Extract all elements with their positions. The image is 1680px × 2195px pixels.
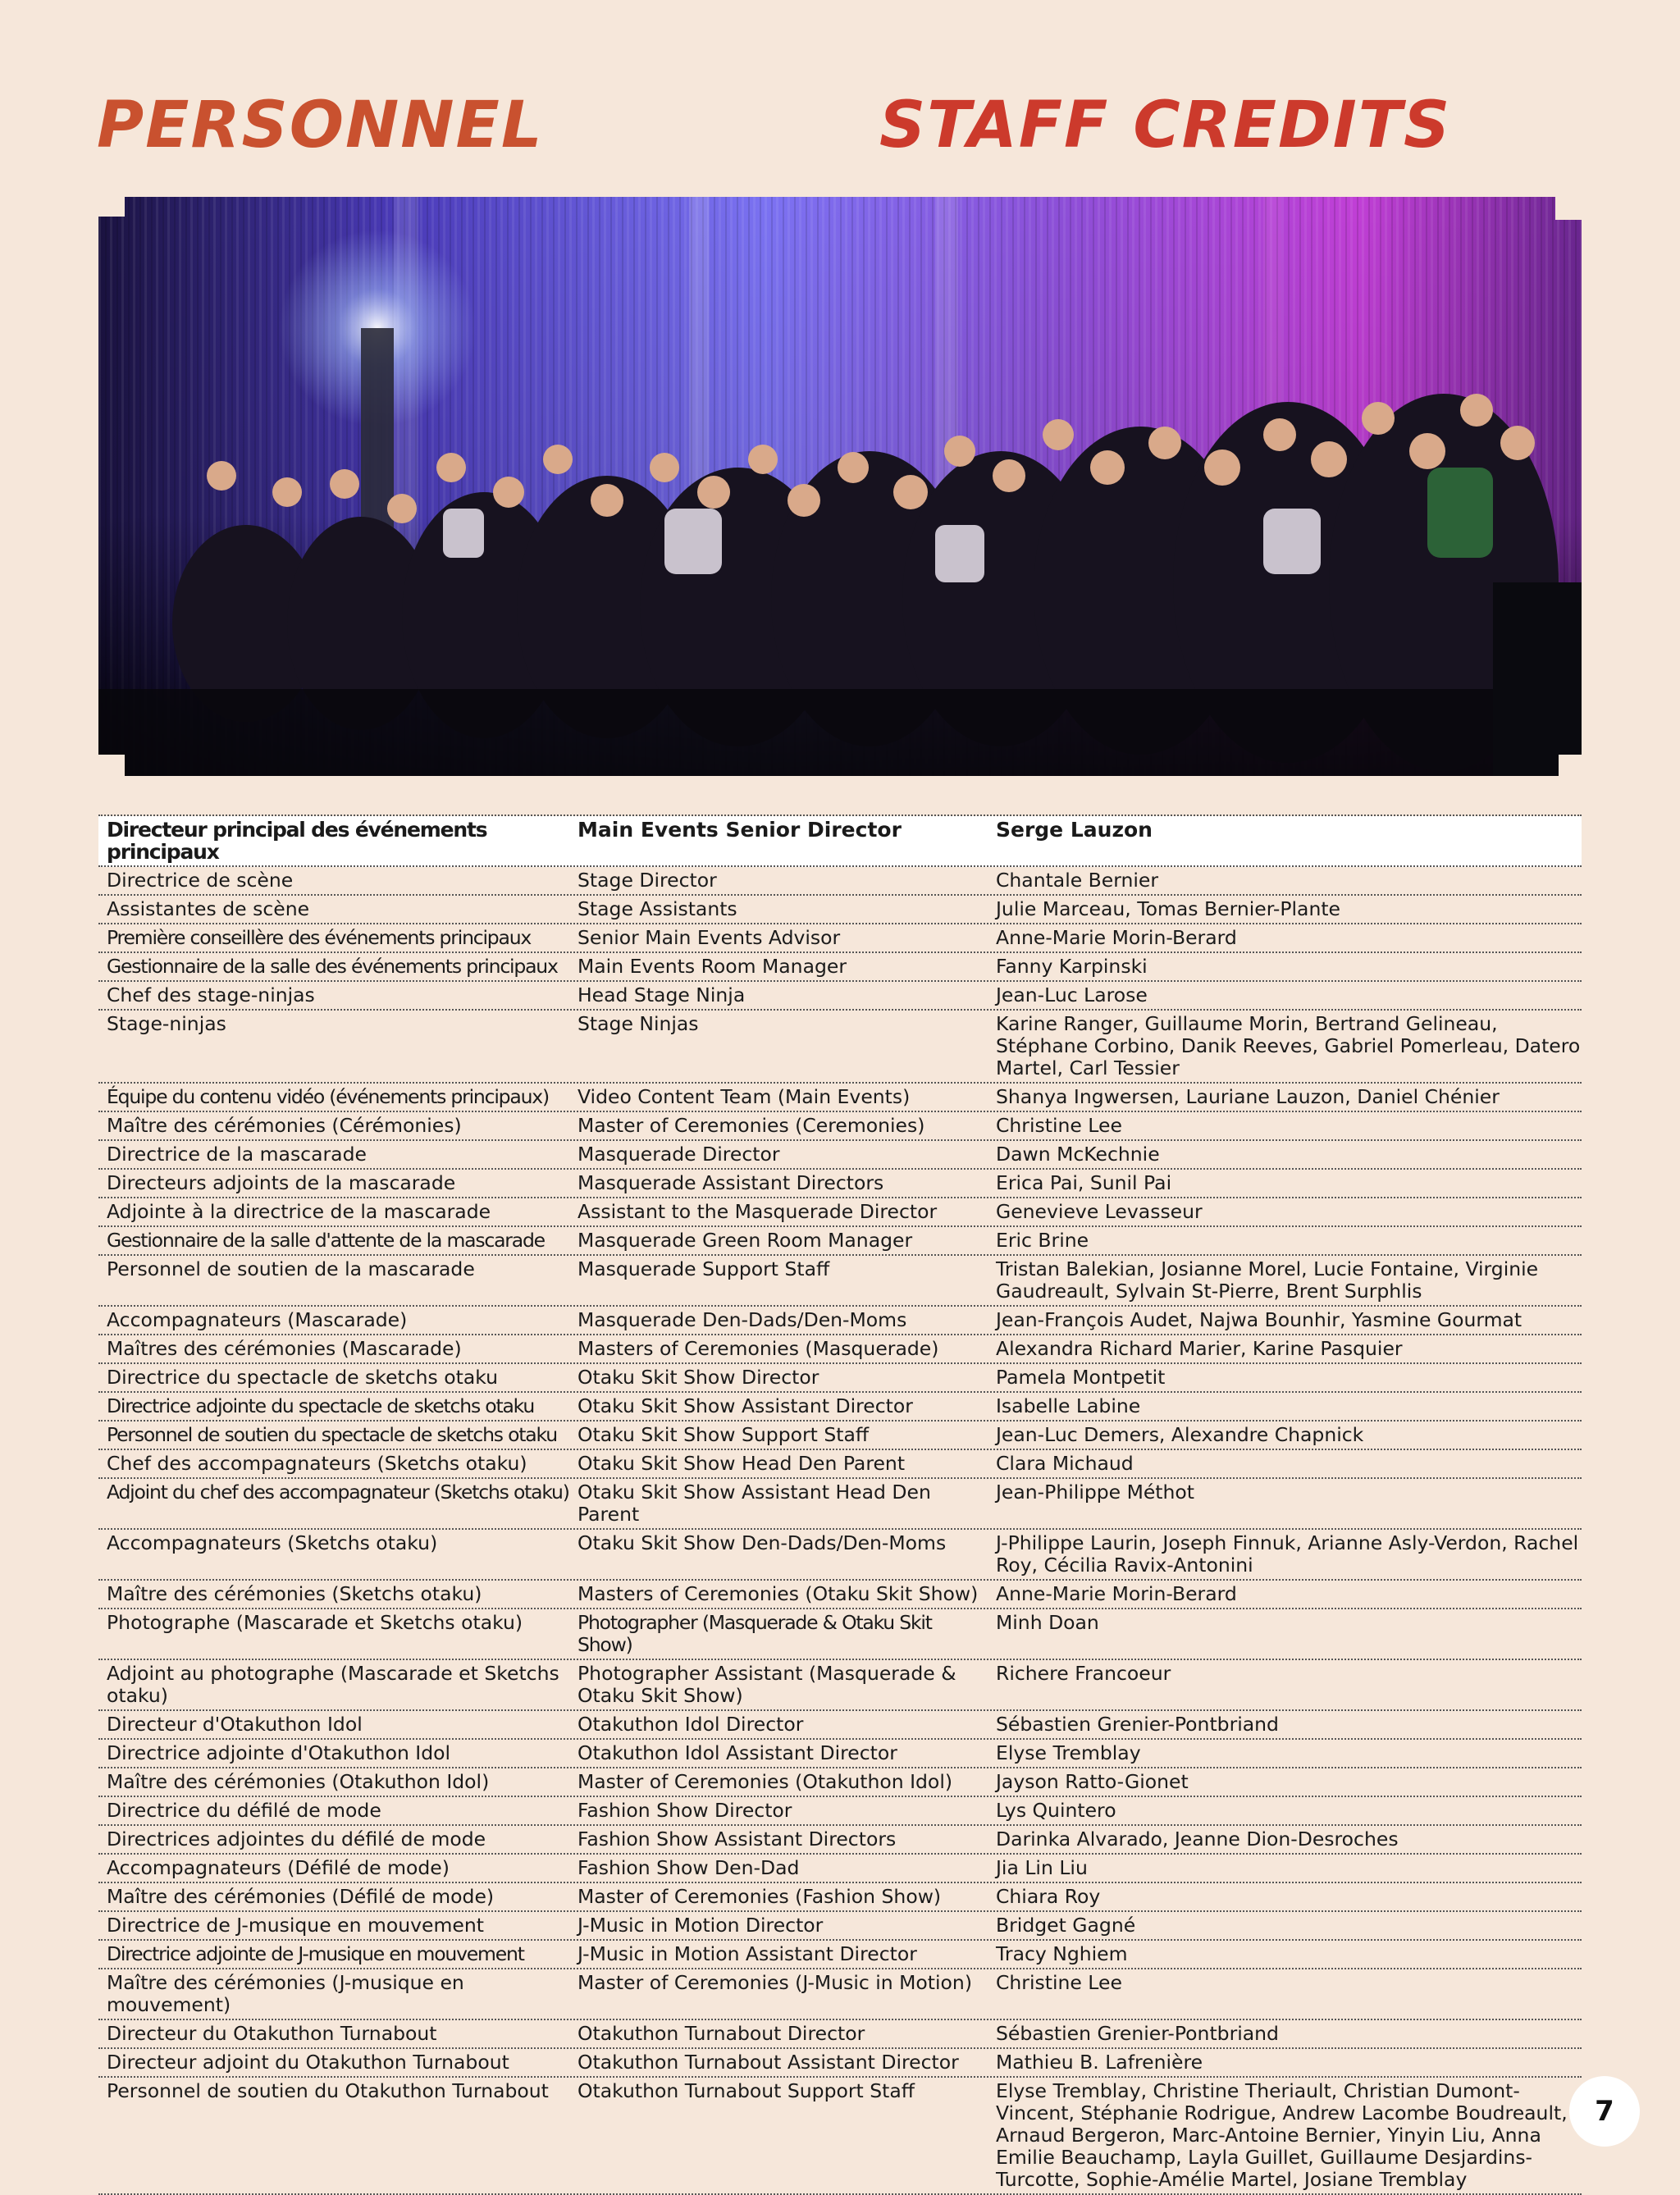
role-english: Otaku Skit Show Support Staff	[578, 1423, 870, 1446]
role-french: Maître des cérémonies (Otakuthon Idol)	[107, 1770, 490, 1793]
role-french: Maîtres des cérémonies (Mascarade)	[107, 1337, 462, 1360]
staff-names: Sébastien Grenier-Pontbriand	[996, 2022, 1279, 2045]
staff-names: Clara Michaud	[996, 1452, 1134, 1475]
page-heading-english: STAFF CREDITS	[879, 89, 1452, 162]
staff-names: Mathieu B. Lafrenière	[996, 2051, 1203, 2074]
staff-names: Bridget Gagné	[996, 1914, 1136, 1937]
role-english: Otaku Skit Show Director	[578, 1366, 819, 1389]
staff-names: Pamela Montpetit	[996, 1366, 1166, 1389]
role-english: Stage Director	[578, 869, 717, 892]
role-french: Première conseillère des événements principaux	[107, 926, 532, 949]
role-french: Maître des cérémonies (Sketchs otaku)	[107, 1582, 482, 1605]
credits-row	[98, 1581, 1582, 1609]
staff-names: Lys Quintero	[996, 1799, 1116, 1822]
staff-names: Dawn McKechnie	[996, 1143, 1160, 1166]
credits-row	[98, 982, 1582, 1011]
role-french: Assistantes de scène	[107, 897, 310, 920]
credits-row	[98, 1479, 1582, 1530]
credits-row	[98, 1797, 1582, 1826]
role-english: Master of Ceremonies (J-Music in Motion)	[578, 1971, 972, 1994]
staff-names: Tristan Balekian, Josianne Morel, Lucie Fontaine, Virginie Gaudreault, Sylvain St-Pierre, Brent Surphlis	[996, 1257, 1539, 1303]
role-french: Gestionnaire de la salle des événements principaux	[107, 955, 558, 978]
role-french: Accompagnateurs (Défilé de mode)	[107, 1856, 450, 1879]
role-french: Gestionnaire de la salle d'attente de la mascarade	[107, 1229, 545, 1252]
credits-row	[98, 1912, 1582, 1941]
credits-table	[98, 815, 1582, 2195]
role-english: Otakuthon Turnabout Support Staff	[578, 2079, 915, 2102]
credits-row	[98, 1227, 1582, 1256]
credits-row	[98, 1011, 1582, 1084]
staff-names: Jean-Luc Demers, Alexandre Chapnick	[996, 1423, 1364, 1446]
role-french: Accompagnateurs (Mascarade)	[107, 1308, 408, 1331]
credits-row	[98, 896, 1582, 924]
credits-row	[98, 2049, 1582, 2078]
role-english: Masquerade Green Room Manager	[578, 1229, 913, 1252]
role-english: Master of Ceremonies (Fashion Show)	[578, 1885, 942, 1908]
role-french: Directrice de la mascarade	[107, 1143, 367, 1166]
role-english: Senior Main Events Advisor	[578, 926, 841, 949]
credits-row	[98, 953, 1582, 982]
credits-row	[98, 1826, 1582, 1855]
role-french: Personnel de soutien du Otakuthon Turnabout	[107, 2079, 549, 2102]
staff-names: Eric Brine	[996, 1229, 1089, 1252]
role-english: J-Music in Motion Director	[578, 1914, 824, 1937]
role-french: Adjointe à la directrice de la mascarade	[107, 1200, 491, 1223]
credits-row	[98, 1711, 1582, 1740]
staff-names: Genevieve Levasseur	[996, 1200, 1203, 1223]
role-french: Maître des cérémonies (Cérémonies)	[107, 1114, 462, 1137]
role-english: Otaku Skit Show Den-Dads/Den-Moms	[578, 1531, 947, 1554]
role-english: Masters of Ceremonies (Masquerade)	[578, 1337, 939, 1360]
staff-names: Elyse Tremblay	[996, 1741, 1141, 1764]
staff-names: Sébastien Grenier-Pontbriand	[996, 1713, 1279, 1736]
role-french: Accompagnateurs (Sketchs otaku)	[107, 1531, 438, 1554]
staff-names: Jayson Ratto-Gionet	[996, 1770, 1189, 1793]
role-english: Fashion Show Den-Dad	[578, 1856, 800, 1879]
staff-names: Alexandra Richard Marier, Karine Pasquier	[996, 1337, 1403, 1360]
credits-row	[98, 1883, 1582, 1912]
role-english: Otakuthon Turnabout Assistant Director	[578, 2051, 959, 2074]
role-english: Assistant to the Masquerade Director	[578, 1200, 938, 1223]
role-english: Masquerade Den-Dads/Den-Moms	[578, 1308, 907, 1331]
role-english: Photographer (Masquerade & Otaku Skit Show)	[578, 1611, 932, 1656]
role-english: Otaku Skit Show Head Den Parent	[578, 1452, 906, 1475]
credits-row	[98, 1256, 1582, 1307]
role-french: Directrice adjointe du spectacle de sketchs otaku	[107, 1394, 535, 1417]
role-french: Chef des accompagnateurs (Sketchs otaku)	[107, 1452, 527, 1475]
credits-row	[98, 867, 1582, 896]
credits-row	[98, 1422, 1582, 1450]
role-english: Main Events Senior Director	[578, 818, 902, 842]
role-english: Stage Assistants	[578, 897, 737, 920]
role-french: Directrice du spectacle de sketchs otaku	[107, 1366, 499, 1389]
credits-row	[98, 2078, 1582, 2195]
staff-names: Christine Lee	[996, 1971, 1122, 1994]
credits-row	[98, 1768, 1582, 1797]
role-english: Otakuthon Idol Assistant Director	[578, 1741, 897, 1764]
credits-row	[98, 1112, 1582, 1141]
role-french: Directeur adjoint du Otakuthon Turnabout	[107, 2051, 509, 2074]
staff-names: Jean-Philippe Méthot	[996, 1481, 1195, 1504]
role-french: Directrices adjointes du défilé de mode	[107, 1828, 486, 1850]
role-french: Stage-ninjas	[107, 1012, 226, 1035]
staff-names: Shanya Ingwersen, Lauriane Lauzon, Daniel Chénier	[996, 1085, 1500, 1108]
staff-names: Karine Ranger, Guillaume Morin, Bertrand Gelineau, Stéphane Corbino, Danik Reeves, Gabriel Pomerleau, Datero Martel, Carl Tessier	[996, 1012, 1581, 1079]
staff-names: Chiara Roy	[996, 1885, 1101, 1908]
role-english: J-Music in Motion Assistant Director	[578, 1942, 917, 1965]
role-french: Directeur du Otakuthon Turnabout	[107, 2022, 437, 2045]
staff-names: Serge Lauzon	[996, 818, 1153, 842]
credits-row	[98, 1609, 1582, 1660]
role-english: Fashion Show Assistant Directors	[578, 1828, 897, 1850]
credits-row	[98, 2020, 1582, 2049]
role-english: Otakuthon Idol Director	[578, 1713, 804, 1736]
credits-row	[98, 1307, 1582, 1335]
role-english: Fashion Show Director	[578, 1799, 792, 1822]
credits-row	[98, 924, 1582, 953]
staff-names: Julie Marceau, Tomas Bernier-Plante	[996, 897, 1341, 920]
role-english: Stage Ninjas	[578, 1012, 699, 1035]
credits-row	[98, 1855, 1582, 1883]
role-english: Master of Ceremonies (Ceremonies)	[578, 1114, 925, 1137]
role-french: Directeur principal des événements principaux	[107, 818, 487, 864]
staff-names: Jia Lin Liu	[996, 1856, 1088, 1879]
staff-group-photo	[98, 197, 1582, 776]
role-english: Masters of Ceremonies (Otaku Skit Show)	[578, 1582, 979, 1605]
credits-row	[98, 1364, 1582, 1393]
staff-names: Christine Lee	[996, 1114, 1122, 1137]
credits-row	[98, 1198, 1582, 1227]
staff-names: Elyse Tremblay, Christine Theriault, Christian Dumont-Vincent, Stéphanie Rodrigue, Andrew Lacombe Boudreault, Arnaud Bergeron, Marc-Antoine Bernier, Yinyin Liu, Anna Emilie Beauchamp, Layla Guillet, Guillaume Desjardins-Turcotte, Sophie-Amélie Martel, Josiane Tremblay	[996, 2079, 1568, 2191]
credits-row	[98, 1941, 1582, 1969]
staff-names: Minh Doan	[996, 1611, 1099, 1634]
role-french: Chef des stage-ninjas	[107, 983, 315, 1006]
role-french: Personnel de soutien de la mascarade	[107, 1257, 475, 1280]
staff-names: Jean-Luc Larose	[996, 983, 1148, 1006]
credits-row	[98, 1335, 1582, 1364]
credits-row	[98, 1393, 1582, 1422]
role-french: Directrice adjointe de J-musique en mouvement	[107, 1942, 524, 1965]
role-english: Main Events Room Manager	[578, 955, 847, 978]
page-heading-french: PERSONNEL	[97, 89, 544, 162]
role-english: Master of Ceremonies (Otakuthon Idol)	[578, 1770, 953, 1793]
role-french: Directeur d'Otakuthon Idol	[107, 1713, 363, 1736]
role-english: Photographer Assistant (Masquerade & Otaku Skit Show)	[578, 1662, 956, 1707]
staff-names: Jean-François Audet, Najwa Bounhir, Yasmine Gourmat	[996, 1308, 1522, 1331]
credits-row	[98, 1740, 1582, 1768]
staff-names: Isabelle Labine	[996, 1394, 1141, 1417]
credits-row	[98, 1660, 1582, 1711]
staff-names: Fanny Karpinski	[996, 955, 1148, 978]
role-french: Adjoint du chef des accompagnateur (Sketchs otaku)	[107, 1481, 569, 1504]
credits-row	[98, 1450, 1582, 1479]
role-french: Directrice de scène	[107, 869, 294, 892]
staff-names: Richere Francoeur	[996, 1662, 1171, 1685]
credits-header-row	[98, 816, 1582, 867]
staff-names: Darinka Alvarado, Jeanne Dion-Desroches	[996, 1828, 1399, 1850]
staff-names: Tracy Nghiem	[996, 1942, 1128, 1965]
role-french: Directrice de J-musique en mouvement	[107, 1914, 484, 1937]
staff-names: Erica Pai, Sunil Pai	[996, 1171, 1172, 1194]
credits-row	[98, 1969, 1582, 2020]
staff-names: Anne-Marie Morin-Berard	[996, 1582, 1237, 1605]
role-english: Otaku Skit Show Assistant Director	[578, 1394, 913, 1417]
role-english: Otaku Skit Show Assistant Head Den Parent	[578, 1481, 931, 1526]
role-french: Maître des cérémonies (Défilé de mode)	[107, 1885, 495, 1908]
role-french: Équipe du contenu vidéo (événements principaux)	[107, 1085, 549, 1108]
credits-row	[98, 1530, 1582, 1581]
role-english: Video Content Team (Main Events)	[578, 1085, 911, 1108]
staff-names: Chantale Bernier	[996, 869, 1159, 892]
role-english: Otakuthon Turnabout Director	[578, 2022, 865, 2045]
role-french: Adjoint au photographe (Mascarade et Sketchs otaku)	[107, 1662, 559, 1707]
role-french: Personnel de soutien du spectacle de sketchs otaku	[107, 1423, 557, 1446]
staff-names: J-Philippe Laurin, Joseph Finnuk, Arianne Asly-Verdon, Rachel Roy, Cécilia Ravix-Antonini	[996, 1531, 1579, 1577]
role-french: Maître des cérémonies (J-musique en mouvement)	[107, 1971, 464, 2016]
role-english: Masquerade Assistant Directors	[578, 1171, 884, 1194]
role-english: Masquerade Director	[578, 1143, 780, 1166]
credits-row	[98, 1141, 1582, 1170]
role-french: Photographe (Mascarade et Sketchs otaku)	[107, 1611, 523, 1634]
role-french: Directrice adjointe d'Otakuthon Idol	[107, 1741, 451, 1764]
credits-row	[98, 1170, 1582, 1198]
staff-names: Anne-Marie Morin-Berard	[996, 926, 1237, 949]
role-french: Directrice du défilé de mode	[107, 1799, 381, 1822]
page-number: 7	[1569, 2076, 1640, 2147]
role-french: Directeurs adjoints de la mascarade	[107, 1171, 456, 1194]
credits-row	[98, 1084, 1582, 1112]
role-english: Masquerade Support Staff	[578, 1257, 830, 1280]
role-english: Head Stage Ninja	[578, 983, 746, 1006]
